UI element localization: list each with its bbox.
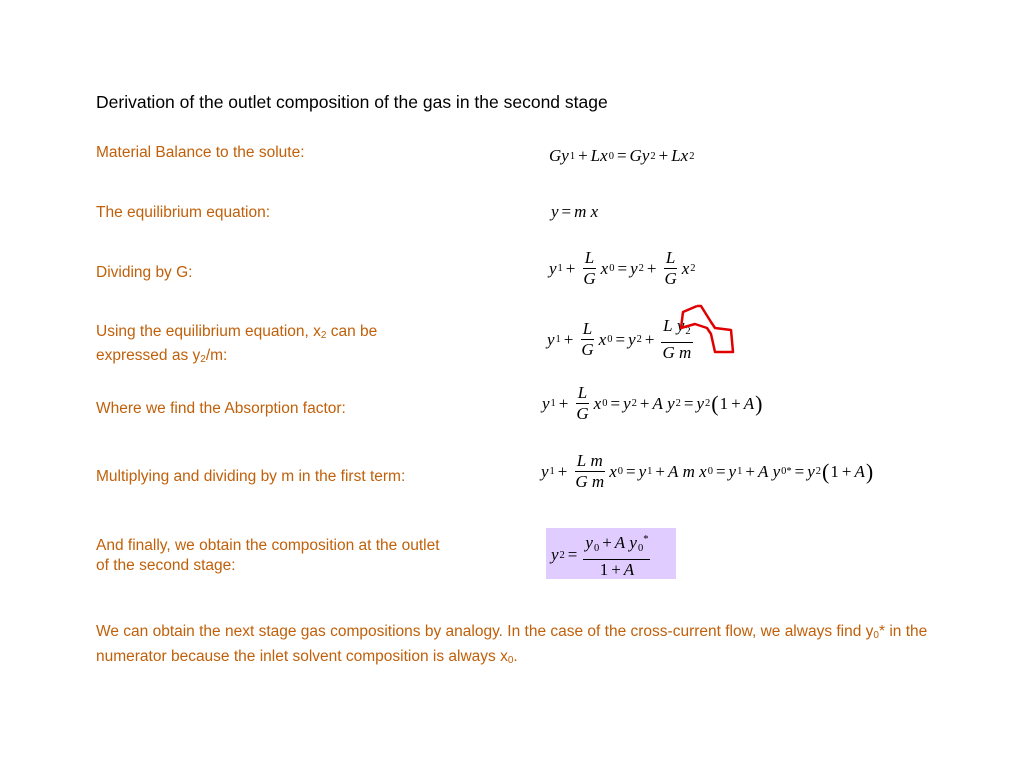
equation-equilibrium: y = m x bbox=[551, 202, 599, 221]
label-dividing: Dividing by G: bbox=[96, 264, 193, 281]
equation-material-balance: G y 1 + L x 0 = G y 2 + L x 2 bbox=[549, 146, 695, 165]
bottom-note: We can obtain the next stage gas compositions by analogy. In the case of the cross-current flow, we always find $y_0*$ in the numerator because the inlet solvent composition is always $x_0$. bbox=[96, 623, 928, 666]
label-equilibrium: The equilibrium equation: bbox=[96, 204, 271, 221]
label-finally: And finally, we obtain the composition at the outlet of the second stage: bbox=[96, 537, 440, 574]
equation-multiplying: y 1 + $\frac{\text{L m}}{\text{G m}}$ x 0 = y 1 + A m x 0 = y 1 + A y 0 * = y 2 ( 1 + A ) bbox=[541, 451, 874, 491]
slide-title: Derivation of the outlet composition of the gas in the second stage bbox=[96, 92, 608, 112]
label-material-balance: Material Balance to the solute: bbox=[96, 144, 305, 161]
equation-absorption: y 1 + $\frac{L}{G}$ x 0 = y 2 + A y 2 = y 2 ( 1 + A ) bbox=[542, 383, 763, 423]
label-absorption: Where we find the Absorption factor: bbox=[96, 400, 346, 417]
equation-result: y 2 = $\frac{y_0 + A y_0^*}{1 + A}$ bbox=[551, 533, 649, 579]
equation-dividing: y 1 + $\frac{L}{G}$ x 0 = y 2 + $\frac{L}{G}$ x 2 bbox=[549, 248, 696, 288]
red-highlight-outline bbox=[675, 302, 737, 360]
label-multiplying: Multiplying and dividing by m in the first term: bbox=[96, 468, 406, 485]
label-using-equilibrium: Using the equilibrium equation, $x_2$ can be expressed as $y_2/m$: bbox=[96, 323, 378, 365]
equation-using-equilibrium: y 1 + $\frac{L}{G}$ x 0 = y 2 + $\frac{L y_2}{\text{G m}}$ bbox=[547, 316, 692, 362]
